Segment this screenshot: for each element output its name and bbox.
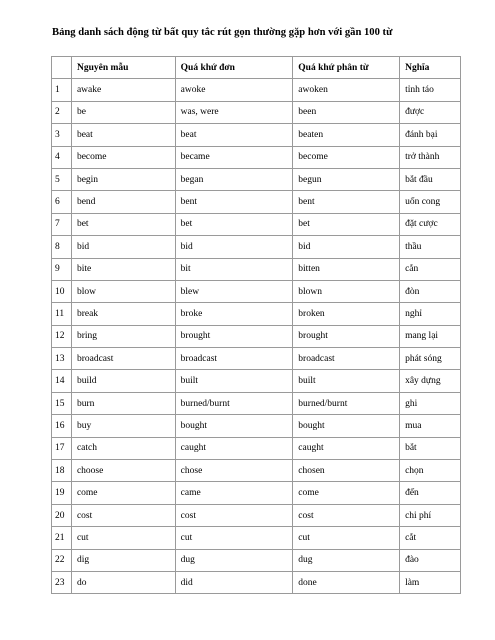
- cell-base-form: awake: [71, 79, 175, 101]
- cell-index: 5: [52, 168, 72, 190]
- table-row: [52, 348, 461, 370]
- cell-past-participle: beaten: [293, 124, 400, 146]
- cell-meaning: phát sóng: [400, 348, 461, 370]
- cell-past-simple: dug: [175, 549, 293, 571]
- cell-meaning: thầu: [400, 236, 461, 258]
- table-row: [52, 280, 461, 302]
- cell-past-participle: become: [293, 146, 400, 168]
- table-row: [52, 415, 461, 437]
- cell-meaning: chọn: [400, 460, 461, 482]
- table-row: [52, 571, 461, 593]
- cell-meaning: đặt cược: [400, 213, 461, 235]
- cell-index: 8: [52, 236, 72, 258]
- cell-index: 16: [52, 415, 72, 437]
- cell-past-participle: done: [293, 571, 400, 593]
- header-past-participle: Quá khứ phân từ: [293, 57, 400, 79]
- cell-base-form: blow: [71, 280, 175, 302]
- cell-base-form: broadcast: [71, 348, 175, 370]
- cell-index: 2: [52, 101, 72, 123]
- cell-meaning: đào: [400, 549, 461, 571]
- header-past-simple: Quá khứ đơn: [175, 57, 293, 79]
- cell-past-participle: chosen: [293, 460, 400, 482]
- cell-base-form: cut: [71, 527, 175, 549]
- cell-meaning: trở thành: [400, 146, 461, 168]
- cell-past-participle: blown: [293, 280, 400, 302]
- cell-past-participle: cut: [293, 527, 400, 549]
- cell-past-simple: bent: [175, 191, 293, 213]
- cell-base-form: build: [71, 370, 175, 392]
- cell-base-form: begin: [71, 168, 175, 190]
- cell-index: 19: [52, 482, 72, 504]
- cell-index: 14: [52, 370, 72, 392]
- cell-past-simple: caught: [175, 437, 293, 459]
- cell-index: 21: [52, 527, 72, 549]
- cell-past-participle: come: [293, 482, 400, 504]
- table-row: [52, 213, 461, 235]
- cell-base-form: bet: [71, 213, 175, 235]
- table-body: [52, 79, 461, 594]
- page-title: Bảng danh sách động từ bất quy tắc rút gọn thường gặp hơn với gần 100 từ: [52, 27, 393, 38]
- cell-past-simple: cut: [175, 527, 293, 549]
- cell-meaning: xây dựng: [400, 370, 461, 392]
- cell-past-simple: broke: [175, 303, 293, 325]
- table-row: [52, 504, 461, 526]
- cell-past-participle: cost: [293, 504, 400, 526]
- table-row: [52, 191, 461, 213]
- cell-past-participle: bought: [293, 415, 400, 437]
- cell-past-participle: caught: [293, 437, 400, 459]
- cell-base-form: beat: [71, 124, 175, 146]
- cell-past-simple: bought: [175, 415, 293, 437]
- cell-index: 13: [52, 348, 72, 370]
- table-row: [52, 460, 461, 482]
- cell-base-form: be: [71, 101, 175, 123]
- table-row: [52, 325, 461, 347]
- cell-index: 9: [52, 258, 72, 280]
- cell-past-participle: dug: [293, 549, 400, 571]
- cell-past-participle: bid: [293, 236, 400, 258]
- cell-index: 20: [52, 504, 72, 526]
- cell-past-simple: brought: [175, 325, 293, 347]
- cell-index: 23: [52, 571, 72, 593]
- cell-meaning: uốn cong: [400, 191, 461, 213]
- table-row: [52, 101, 461, 123]
- cell-base-form: burn: [71, 392, 175, 414]
- table-header-row: [52, 57, 461, 79]
- cell-past-participle: been: [293, 101, 400, 123]
- cell-meaning: đến: [400, 482, 461, 504]
- table-row: [52, 370, 461, 392]
- cell-meaning: chi phí: [400, 504, 461, 526]
- cell-past-simple: became: [175, 146, 293, 168]
- cell-index: 4: [52, 146, 72, 168]
- cell-index: 18: [52, 460, 72, 482]
- table-row: [52, 392, 461, 414]
- cell-past-simple: did: [175, 571, 293, 593]
- cell-past-simple: bit: [175, 258, 293, 280]
- cell-base-form: come: [71, 482, 175, 504]
- cell-past-participle: built: [293, 370, 400, 392]
- cell-index: 22: [52, 549, 72, 571]
- cell-past-participle: begun: [293, 168, 400, 190]
- cell-past-simple: cost: [175, 504, 293, 526]
- irregular-verbs-table: [51, 56, 461, 594]
- table-row: [52, 236, 461, 258]
- header-base-form: Nguyên mẫu: [71, 57, 175, 79]
- cell-base-form: do: [71, 571, 175, 593]
- table-row: [52, 482, 461, 504]
- cell-past-simple: was, were: [175, 101, 293, 123]
- table-row: [52, 168, 461, 190]
- cell-index: 17: [52, 437, 72, 459]
- cell-past-simple: began: [175, 168, 293, 190]
- cell-base-form: catch: [71, 437, 175, 459]
- table-row: [52, 527, 461, 549]
- cell-base-form: bend: [71, 191, 175, 213]
- cell-past-simple: beat: [175, 124, 293, 146]
- cell-past-simple: blew: [175, 280, 293, 302]
- cell-base-form: bid: [71, 236, 175, 258]
- cell-base-form: buy: [71, 415, 175, 437]
- cell-past-simple: came: [175, 482, 293, 504]
- cell-past-participle: awoken: [293, 79, 400, 101]
- cell-base-form: cost: [71, 504, 175, 526]
- cell-past-simple: bid: [175, 236, 293, 258]
- cell-base-form: bring: [71, 325, 175, 347]
- cell-past-simple: built: [175, 370, 293, 392]
- cell-past-simple: bet: [175, 213, 293, 235]
- cell-meaning: tỉnh táo: [400, 79, 461, 101]
- cell-meaning: làm: [400, 571, 461, 593]
- header-index: [52, 57, 72, 79]
- cell-meaning: ghi: [400, 392, 461, 414]
- cell-base-form: become: [71, 146, 175, 168]
- cell-index: 11: [52, 303, 72, 325]
- cell-meaning: cắn: [400, 258, 461, 280]
- cell-past-participle: bitten: [293, 258, 400, 280]
- cell-meaning: mua: [400, 415, 461, 437]
- cell-meaning: bắt: [400, 437, 461, 459]
- cell-index: 1: [52, 79, 72, 101]
- cell-past-simple: awoke: [175, 79, 293, 101]
- cell-index: 12: [52, 325, 72, 347]
- cell-meaning: đánh bại: [400, 124, 461, 146]
- cell-index: 7: [52, 213, 72, 235]
- header-meaning: Nghĩa: [400, 57, 461, 79]
- cell-meaning: đòn: [400, 280, 461, 302]
- cell-meaning: nghỉ: [400, 303, 461, 325]
- cell-index: 6: [52, 191, 72, 213]
- table-row: [52, 146, 461, 168]
- cell-meaning: cắt: [400, 527, 461, 549]
- cell-past-participle: bet: [293, 213, 400, 235]
- table-row: [52, 437, 461, 459]
- cell-past-participle: brought: [293, 325, 400, 347]
- cell-index: 10: [52, 280, 72, 302]
- cell-base-form: bite: [71, 258, 175, 280]
- cell-meaning: mang lại: [400, 325, 461, 347]
- cell-past-participle: broken: [293, 303, 400, 325]
- cell-past-simple: burned/burnt: [175, 392, 293, 414]
- cell-base-form: break: [71, 303, 175, 325]
- table-row: [52, 79, 461, 101]
- table-row: [52, 549, 461, 571]
- cell-past-simple: broadcast: [175, 348, 293, 370]
- cell-index: 15: [52, 392, 72, 414]
- cell-past-participle: bent: [293, 191, 400, 213]
- cell-past-participle: burned/burnt: [293, 392, 400, 414]
- cell-past-simple: chose: [175, 460, 293, 482]
- cell-past-participle: broadcast: [293, 348, 400, 370]
- table-row: [52, 303, 461, 325]
- table-row: [52, 258, 461, 280]
- cell-base-form: dig: [71, 549, 175, 571]
- cell-meaning: được: [400, 101, 461, 123]
- cell-index: 3: [52, 124, 72, 146]
- table-row: [52, 124, 461, 146]
- cell-meaning: bắt đầu: [400, 168, 461, 190]
- cell-base-form: choose: [71, 460, 175, 482]
